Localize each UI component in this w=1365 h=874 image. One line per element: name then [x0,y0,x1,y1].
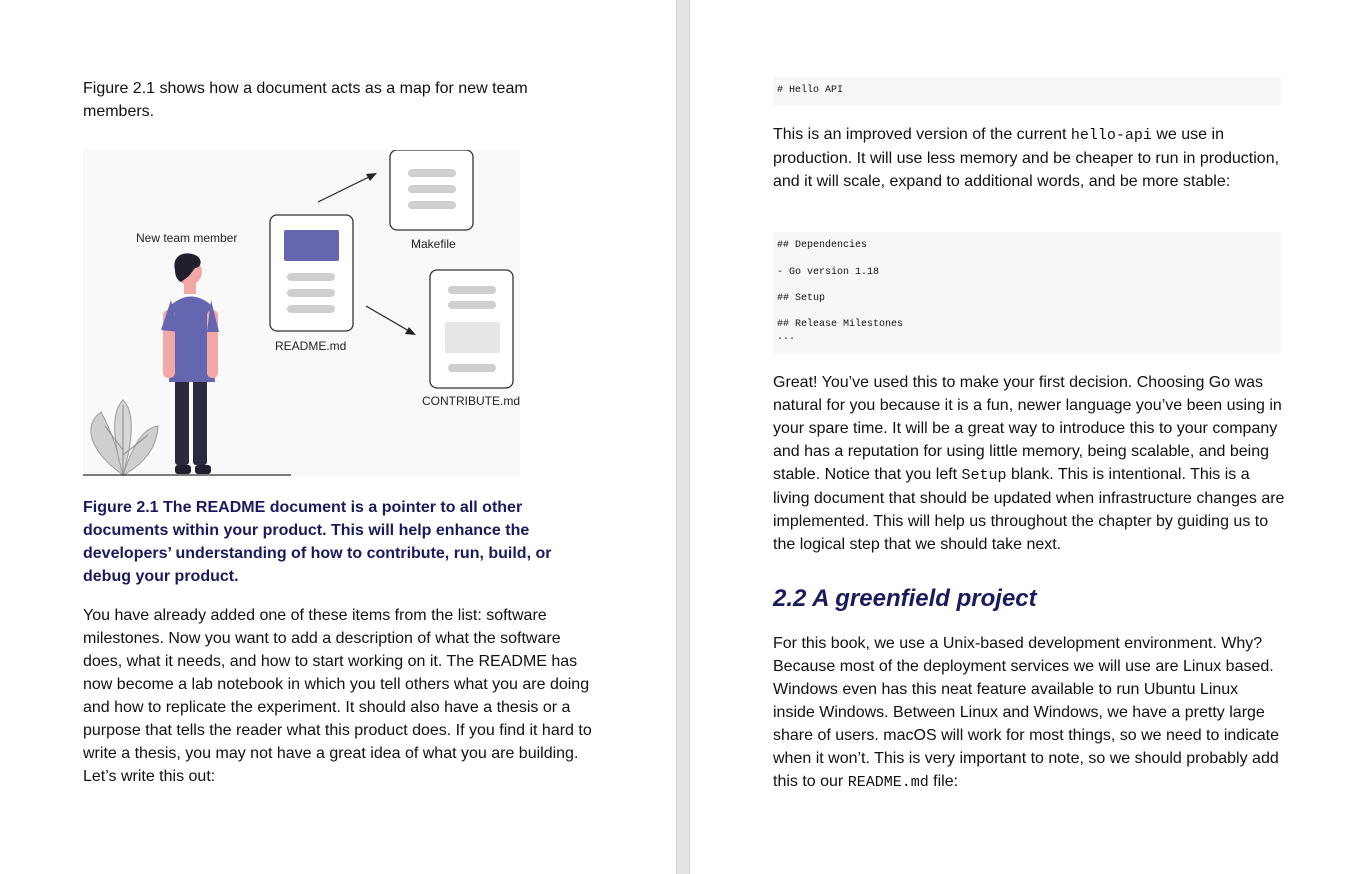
readme-document-icon [270,215,353,331]
label-contribute: CONTRIBUTE.md [422,394,520,408]
code-line: ## Dependencies [777,240,868,251]
paragraph-text: we use in production. It will use less memory and be cheaper to run in production, and it will scale, expand to additional words, and be more stable: [773,126,1280,190]
code-line: - Go version 1.18 [777,267,880,278]
intro-paragraph: Figure 2.1 shows how a document acts as a map for new team members. [83,80,528,120]
paragraph-text: This is an improved version of the current [773,126,1071,143]
paragraph-text: blank. This is intentional. This is a living document that should be updated when infrastructure changes are implemented. This will help us throughout the chapter by guiding us to the logical step that we should take next. [773,466,1285,553]
code-line: ## Release Milestones [777,319,904,330]
contribute-document-icon [430,270,513,388]
left-page [0,0,676,874]
inline-code-setup: Setup [961,467,1007,484]
right-page [690,0,1365,874]
figure-caption: Figure 2.1 The README document is a pointer to all other documents within your product. This will help enhance the developers’ understanding of how to contribute, run, build, or debug your product. [83,499,552,585]
paragraph-improved-version [773,123,1283,193]
code-line: ... [777,332,796,343]
paragraph-text: For this book, we use a Unix-based development environment. Why? Because most of the deployment services we will use are Linux based. Windows even has this neat feature available to run Ubuntu Linux inside Windows. Between Linux and Windows, we have a pretty large share of users. macOS will work for most things, so we need to indicate when it won’t. This is very important to note, so we should probably add this to our [773,635,1279,790]
paragraph-unix-environment [773,632,1283,794]
inline-code-readme-md: README.md [847,774,929,791]
paragraph-first-decision [773,371,1285,556]
section-heading: 2.2 A greenfield project [773,585,1037,612]
body-paragraph: You have already added one of these items from the list: software milestones. Now you want to add a description of what the software does, what it needs, and how to start working on it. The README has now become a lab notebook in which you tell others what you are doing and how to replicate the experiment. It should also have a thesis or a purpose that tells the reader what this product does. If you find it hard to write a thesis, you may not have a great idea of what you are building. Let’s write this out: [83,607,592,785]
code-line: # Hello API [777,85,844,96]
label-makefile: Makefile [411,237,456,251]
paragraph-text: file: [928,773,959,790]
code-block-title [773,77,1281,105]
code-line: ## Setup [777,293,826,304]
label-readme: README.md [275,339,347,353]
paragraph-text: Great! You’ve used this to make your first decision. Choosing Go was natural for you because it is a fun, newer language you’ve been using in your spare time. It will be a great way to introduce this to your company and has a reputation for using little memory, being scalable, and being stable. Notice that you left [773,374,1282,483]
inline-code-hello-api: hello-api [1070,127,1152,144]
label-team-member: New team member [136,231,238,245]
code-block-readme [773,232,1281,354]
figure-illustration [83,150,520,476]
page-gutter [676,0,690,874]
makefile-document-icon [390,150,473,230]
figure-readme-map [83,150,520,476]
